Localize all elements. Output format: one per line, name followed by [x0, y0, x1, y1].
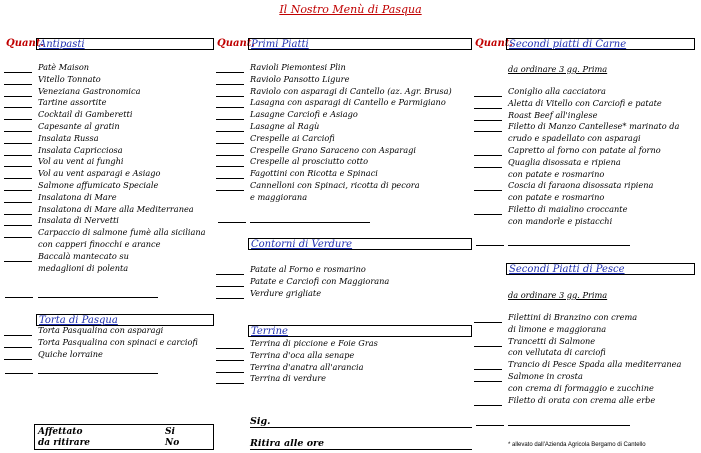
menu-item: [508, 336, 698, 348]
menu-item-label: Cannelloni con Spinaci, ricotta di pecora: [250, 179, 420, 190]
section-header-contorni: Contorni di Verdure: [248, 238, 472, 250]
menu-item: [508, 121, 698, 133]
menu-item-label: Verdure grigliate: [250, 287, 322, 298]
menu-item-label: Coniglio alla cacciatora: [508, 86, 606, 96]
primi-list: [250, 62, 472, 204]
quantity-blank[interactable]: [216, 156, 244, 167]
quantity-blank[interactable]: [474, 110, 502, 121]
menu-item-label: Roast Beef all'inglese: [508, 109, 598, 120]
quantity-blank[interactable]: [216, 62, 244, 73]
quantity-blank[interactable]: [4, 145, 32, 156]
menu-item: [38, 74, 214, 86]
menu-item: [38, 349, 214, 361]
menu-item-label: Aletta di Vitello con Carciofi e patate: [508, 97, 662, 108]
menu-item-label: Vol au vent asparagi e Asiago: [38, 168, 161, 179]
menu-item-label: Trancio di Pesce Spada alla mediterranea: [508, 359, 682, 370]
pesce-list: [508, 312, 698, 406]
quantity-blank[interactable]: [4, 133, 32, 144]
quantity-blank[interactable]: [474, 98, 502, 109]
quantity-blank[interactable]: [4, 204, 32, 215]
quantity-blank[interactable]: [216, 264, 244, 275]
menu-item: [38, 180, 214, 192]
menu-item-label: Salmone in crosta: [508, 370, 583, 381]
menu-item: [38, 204, 214, 216]
quantity-blank[interactable]: [4, 156, 32, 167]
quantity-blank[interactable]: [474, 204, 502, 215]
torta-list: [38, 325, 214, 360]
quant-label-antipasti: Quant.: [6, 38, 44, 49]
menu-item: [508, 192, 698, 204]
menu-item-label: Salmone affumicato Speciale: [38, 179, 159, 190]
page-title: Il Nostro Menù di Pasqua: [279, 3, 422, 16]
menu-item-label: Coscia di faraona disossata ripiena: [508, 180, 654, 191]
quantity-blank[interactable]: [216, 86, 244, 97]
terrine-list: [250, 338, 472, 385]
menu-item-label: Terrina di verdure: [250, 373, 326, 384]
quantity-blank[interactable]: [474, 395, 502, 406]
menu-item: [250, 156, 472, 168]
quantity-blank[interactable]: [4, 192, 32, 203]
affettato-label: Affettato: [38, 427, 83, 437]
menu-item: [38, 325, 214, 337]
quantity-blank[interactable]: [474, 359, 502, 370]
menu-item: [508, 395, 698, 407]
menu-item: [508, 312, 698, 324]
menu-item-label: Raviolo con asparagi di Cantello (az. Agr. Brusa): [250, 85, 452, 96]
quantity-blank[interactable]: [216, 133, 244, 144]
menu-item: [250, 168, 472, 180]
menu-item: [38, 251, 214, 263]
section-header-antipasti: Antipasti: [36, 38, 214, 50]
footnote: * allevato dall'Azienda Agricola Bergamo di Cantello: [508, 442, 646, 448]
menu-item-label: Quiche lorraine: [38, 348, 103, 359]
quantity-blank[interactable]: [216, 180, 244, 191]
quant-label-carne: Quant.: [475, 38, 513, 49]
quantity-blank[interactable]: [474, 145, 502, 156]
menu-item: [38, 192, 214, 204]
menu-item: [250, 362, 472, 374]
menu-item: [508, 216, 698, 228]
quantity-blank[interactable]: [474, 86, 502, 97]
quantity-blank[interactable]: [4, 215, 32, 226]
menu-item: [250, 86, 472, 98]
quantity-blank[interactable]: [216, 350, 244, 361]
menu-item-label: Vitello Tonnato: [38, 73, 101, 84]
quantity-blank[interactable]: [216, 288, 244, 299]
pickup-time-label: Ritira alle ore: [250, 438, 325, 449]
menu-item-label: e maggiorana: [250, 191, 308, 202]
menu-item-label: Lasagne Carciofi e Asiago: [250, 109, 358, 120]
quantity-blank[interactable]: [216, 338, 244, 349]
menu-item-label: medaglioni di polenta: [38, 262, 129, 273]
quantity-blank[interactable]: [4, 337, 32, 348]
antipasti-list: [38, 62, 214, 274]
quantity-blank[interactable]: [216, 145, 244, 156]
menu-item-label: Terrina d'oca alla senape: [250, 349, 355, 360]
blank-line: [250, 222, 370, 223]
pickup-time-line[interactable]: [250, 449, 472, 450]
menu-item: [250, 192, 472, 204]
menu-item: [508, 180, 698, 192]
quantity-blank[interactable]: [474, 336, 502, 347]
menu-item: [38, 62, 214, 74]
menu-item-label: Fagottini con Ricotta e Spinaci: [250, 168, 378, 179]
signature-label: Sig.: [250, 416, 271, 427]
quantity-blank[interactable]: [4, 121, 32, 132]
menu-item-label: Insalata Capricciosa: [38, 144, 123, 155]
menu-item-label: Torta Pasqualina con asparagi: [38, 325, 164, 335]
menu-item-label: Insalata di Nervetti: [38, 215, 119, 226]
quantity-blank[interactable]: [4, 86, 32, 97]
menu-item-label: Filetto di Manzo Cantellese* marinato da: [508, 121, 680, 132]
menu-item: [250, 350, 472, 362]
menu-item-label: con patate e rosmarino: [508, 168, 605, 179]
menu-item-label: con mandorle e pistacchi: [508, 215, 613, 226]
menu-item: [38, 337, 214, 349]
section-header-carne: Secondi piatti di Carne: [506, 38, 695, 50]
menu-item: [38, 121, 214, 133]
menu-item-label: Insalatona di Mare alla Mediterranea: [38, 203, 194, 214]
quantity-blank[interactable]: [216, 362, 244, 373]
menu-item-label: Tartine assortite: [38, 97, 107, 108]
menu-item: [508, 86, 698, 98]
menu-item: [38, 168, 214, 180]
affettato-si[interactable]: Si: [165, 427, 175, 437]
signature-line[interactable]: [250, 427, 472, 428]
menu-item: [38, 109, 214, 121]
menu-item: [508, 383, 698, 395]
menu-item: [38, 227, 214, 239]
menu-item-label: Terrina d'anatra all'arancia: [250, 361, 364, 372]
pesce-order-note: da ordinare 3 gg. Prima: [508, 290, 608, 300]
menu-item: [38, 263, 214, 275]
menu-item-label: Crespelle Grano Saraceno con Asparagi: [250, 144, 416, 155]
menu-item: [250, 74, 472, 86]
blank-line: [476, 425, 504, 426]
menu-item: [250, 338, 472, 350]
menu-item-label: Filetto di orata con crema alle erbe: [508, 394, 656, 405]
quantity-blank[interactable]: [4, 109, 32, 120]
menu-item: [508, 157, 698, 169]
blank-line: [5, 373, 33, 374]
quantity-blank[interactable]: [474, 157, 502, 168]
menu-item-label: Insalata Russa: [38, 132, 99, 143]
menu-item: [508, 359, 698, 371]
quantity-blank[interactable]: [4, 97, 32, 108]
menu-item-label: Lasagna con asparagi di Cantello e Parmigiano: [250, 97, 446, 108]
menu-item-label: Crespelle ai Carciofi: [250, 132, 335, 143]
menu-item: [250, 264, 472, 276]
menu-item: [508, 169, 698, 181]
section-header-primi: Primi Piatti: [248, 38, 472, 50]
menu-item: [250, 145, 472, 157]
menu-item: [508, 371, 698, 383]
section-header-pesce: Secondi Piatti di Pesce: [506, 263, 695, 275]
quantity-blank[interactable]: [4, 227, 32, 238]
quantity-blank[interactable]: [4, 74, 32, 85]
menu-item-label: Capretto al forno con patate al forno: [508, 144, 661, 155]
menu-item: [250, 133, 472, 145]
menu-item-label: Veneziana Gastronomica: [38, 85, 141, 96]
menu-item: [250, 97, 472, 109]
quantity-blank[interactable]: [4, 62, 32, 73]
blank-line: [5, 297, 33, 298]
menu-item-label: Torta Pasqualina con spinaci e carciofi: [38, 336, 198, 347]
blank-line: [218, 222, 246, 223]
quantity-blank[interactable]: [474, 121, 502, 132]
menu-item-label: con vellutata di carciofi: [508, 347, 606, 358]
menu-item: [38, 133, 214, 145]
quantity-blank[interactable]: [4, 168, 32, 179]
menu-item-label: Insalatona di Mare: [38, 191, 117, 202]
blank-line: [476, 245, 504, 246]
menu-item: [508, 204, 698, 216]
quantity-blank[interactable]: [4, 349, 32, 360]
menu-item: [508, 98, 698, 110]
menu-item-label: Quaglia disossata e ripiena: [508, 156, 621, 167]
menu-item-label: con patate e rosmarino: [508, 192, 605, 203]
menu-item: [508, 133, 698, 145]
quant-label-primi: Quant.: [217, 38, 255, 49]
blank-line: [508, 245, 630, 246]
quantity-blank[interactable]: [216, 121, 244, 132]
menu-item: [508, 347, 698, 359]
quantity-blank[interactable]: [216, 373, 244, 384]
blank-line: [38, 297, 158, 298]
menu-item: [38, 145, 214, 157]
quantity-blank[interactable]: [474, 371, 502, 382]
menu-item: [38, 156, 214, 168]
menu-item: [508, 110, 698, 122]
section-header-torta: Torta di Pasqua: [36, 314, 214, 326]
menu-item-label: Cocktail di Gamberetti: [38, 109, 133, 120]
carne-list: [508, 86, 698, 228]
menu-item-label: crudo e spadellato con asparagi: [508, 133, 641, 144]
menu-item-label: Patate e Carciofi con Maggiorana: [250, 275, 390, 286]
menu-item-label: Trancetti di Salmone: [508, 335, 596, 346]
menu-item: [250, 62, 472, 74]
quantity-blank[interactable]: [216, 109, 244, 120]
menu-item-label: Filettini di Branzino con crema: [508, 312, 638, 322]
quantity-blank[interactable]: [216, 97, 244, 108]
menu-item-label: con crema di formaggio e zucchine: [508, 382, 654, 393]
affettato-box: [34, 424, 214, 450]
menu-item: [250, 180, 472, 192]
contorni-list: [250, 264, 472, 299]
quantity-blank[interactable]: [474, 180, 502, 191]
menu-item-label: Terrina di piccione e Foie Gras: [250, 338, 378, 348]
blank-line: [38, 373, 158, 374]
menu-item: [250, 109, 472, 121]
menu-item: [38, 86, 214, 98]
menu-item-label: Raviolo Pansotto Ligure: [250, 73, 350, 84]
menu-item: [250, 121, 472, 133]
menu-item-label: Vol au vent ai funghi: [38, 156, 124, 167]
menu-item-label: Ravioli Piemontesi Plin: [250, 62, 346, 72]
menu-item: [38, 215, 214, 227]
quantity-blank[interactable]: [4, 325, 32, 336]
menu-item-label: Filetto di maialino croccante: [508, 203, 628, 214]
menu-item-label: Capesante al gratin: [38, 120, 120, 131]
quantity-blank[interactable]: [216, 74, 244, 85]
menu-item: [250, 276, 472, 288]
menu-item: [508, 324, 698, 336]
menu-item-label: Lasagne al Ragù: [250, 120, 320, 131]
menu-item: [250, 288, 472, 300]
quantity-blank[interactable]: [4, 180, 32, 191]
quantity-blank[interactable]: [4, 251, 32, 262]
quantity-blank[interactable]: [474, 312, 502, 323]
carne-order-note: da ordinare 3 gg. Prima: [508, 64, 608, 74]
blank-line: [508, 425, 630, 426]
menu-item: [508, 145, 698, 157]
menu-item-label: Patate al Forno e rosmarino: [250, 264, 366, 274]
ritirare-no[interactable]: No: [165, 438, 180, 448]
menu-item: [38, 239, 214, 251]
quantity-blank[interactable]: [216, 276, 244, 287]
menu-item-label: di limone e maggiorana: [508, 323, 607, 334]
quantity-blank[interactable]: [216, 168, 244, 179]
ritirare-label: da ritirare: [38, 438, 91, 448]
section-header-terrine: Terrine: [248, 325, 472, 337]
menu-item-label: con capperi finocchi e arance: [38, 238, 161, 249]
menu-item-label: Carpaccio di salmone fumè alla siciliana: [38, 227, 206, 238]
menu-item-label: Crespelle al prosciutto cotto: [250, 156, 368, 167]
menu-item: [250, 373, 472, 385]
menu-item: [38, 97, 214, 109]
menu-item-label: Patè Maison: [38, 62, 90, 72]
menu-item-label: Baccalà mantecato su: [38, 250, 129, 261]
